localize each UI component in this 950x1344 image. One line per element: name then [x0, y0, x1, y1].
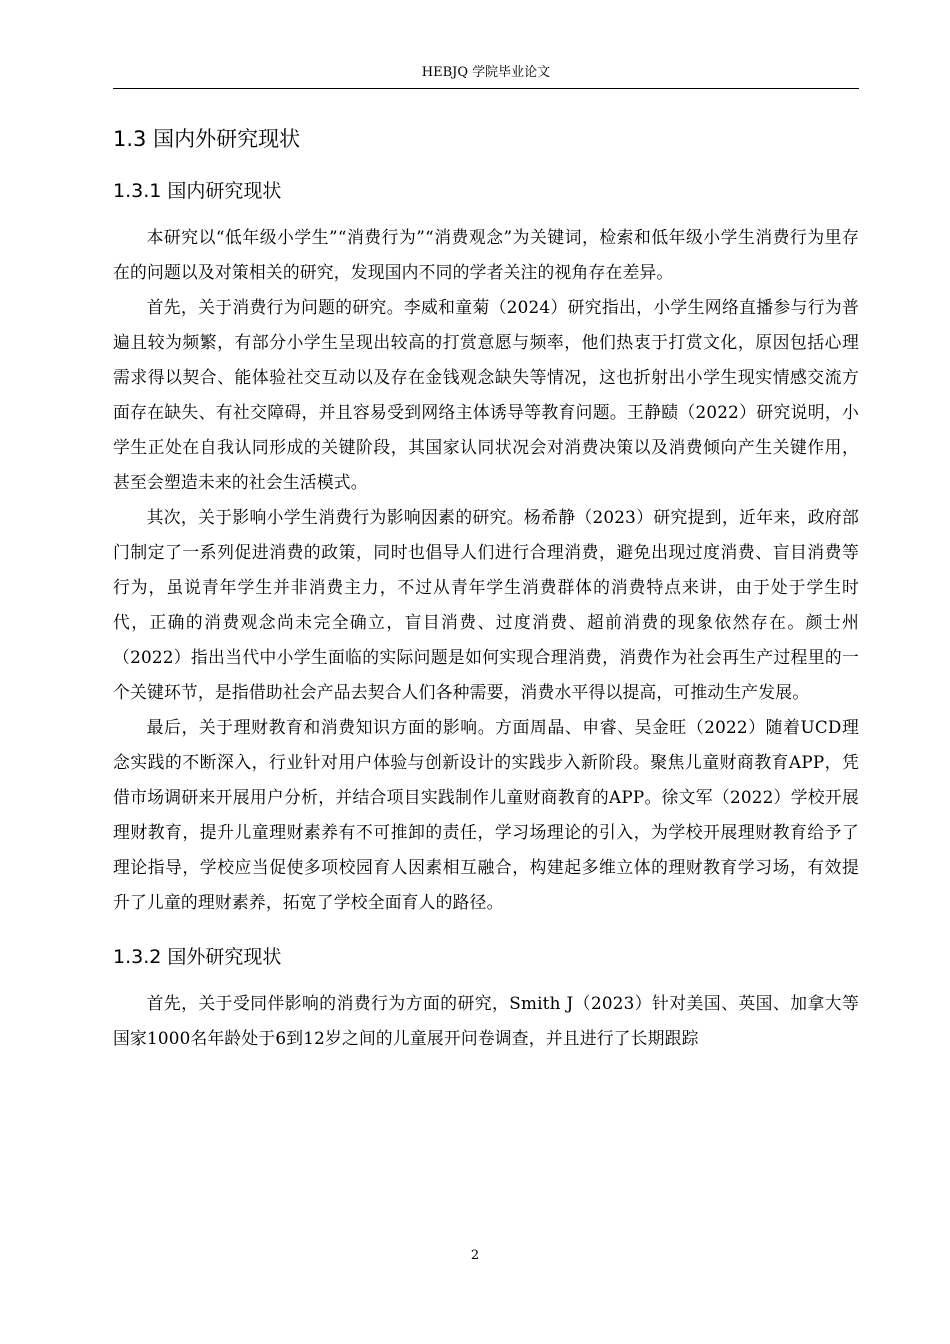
document-body: [113, 112, 859, 1056]
domestic-paragraph-1: 本研究以“低年级小学生”“消费行为”“消费观念”为关键词，检索和低年级小学生消费行为里存在的问题以及对策相关的研究，发现国内不同的学者关注的视角存在差异。: [113, 227, 859, 282]
domestic-paragraph-3: 其次，关于影响小学生消费行为影响因素的研究。杨希静（2023）研究提到，近年来，政府部门制定了一系列促进消费的政策，同时也倡导人们进行合理消费，避免出现过度消费、盲目消费等行为，虽说青年学生并非消费主力，不过从青年学生消费群体的消费特点来讲，由于处于学生时代，正确的消费观念尚未完全确立，盲目消费、过度消费、超前消费的现象依然存在。颜士州（2022）指出当代中小学生面临的实际问题是如何实现合理消费，消费作为社会再生产过程里的一个关键环节，是指借助社会产品去契合人们各种需要，消费水平得以提高，可推动生产发展。: [113, 507, 859, 702]
domestic-paragraph-2: 首先，关于消费行为问题的研究。李威和童菊（2024）研究指出，小学生网络直播参与行为普遍且较为频繁，有部分小学生呈现出较高的打赏意愿与频率，他们热衷于打赏文化，原因包括心理需求得以契合、能体验社交互动以及存在金钱观念缺失等情况，这也折射出小学生现实情感交流方面存在缺失、有社交障碍，并且容易受到网络主体诱导等教育问题。王静赜（2022）研究说明，小学生正处在自我认同形成的关键阶段，其国家认同状况会对消费决策以及消费倾向产生关键作用，甚至会塑造未来的社会生活模式。: [113, 297, 859, 492]
section-title: 1.3 国内外研究现状: [113, 127, 301, 151]
domestic-research-title: 1.3.1 国内研究现状: [113, 180, 282, 202]
page-header: [113, 62, 859, 89]
page-number: 2: [470, 1248, 480, 1263]
domestic-paragraph-4: 最后，关于理财教育和消费知识方面的影响。方面周晶、申睿、吴金旺（2022）随着UCD理念实践的不断深入，行业针对用户体验与创新设计的实践步入新阶段。聚焦儿童财商教育APP，凭借市场调研来开展用户分析，并结合项目实践制作儿童财商教育的APP。徐文军（2022）学校开展理财教育，提升儿童理财素养有不可推卸的责任，学习场理论的引入，为学校开展理财教育给予了理论指导，学校应当促使多项校园育人因素相互融合，构建起多维立体的理财教育学习场，有效提升了儿童的理财素养，拓宽了学校全面育人的路径。: [113, 717, 859, 912]
foreign-paragraph-1: 首先，关于受同伴影响的消费行为方面的研究，Smith J（2023）针对美国、英国、加拿大等国家1000名年龄处于6到12岁之间的儿童展开问卷调查，并且进行了长期跟踪: [113, 993, 859, 1048]
header-text: HEBJQ 学院毕业论文: [421, 65, 551, 80]
foreign-research-title: 1.3.2 国外研究现状: [113, 946, 282, 968]
